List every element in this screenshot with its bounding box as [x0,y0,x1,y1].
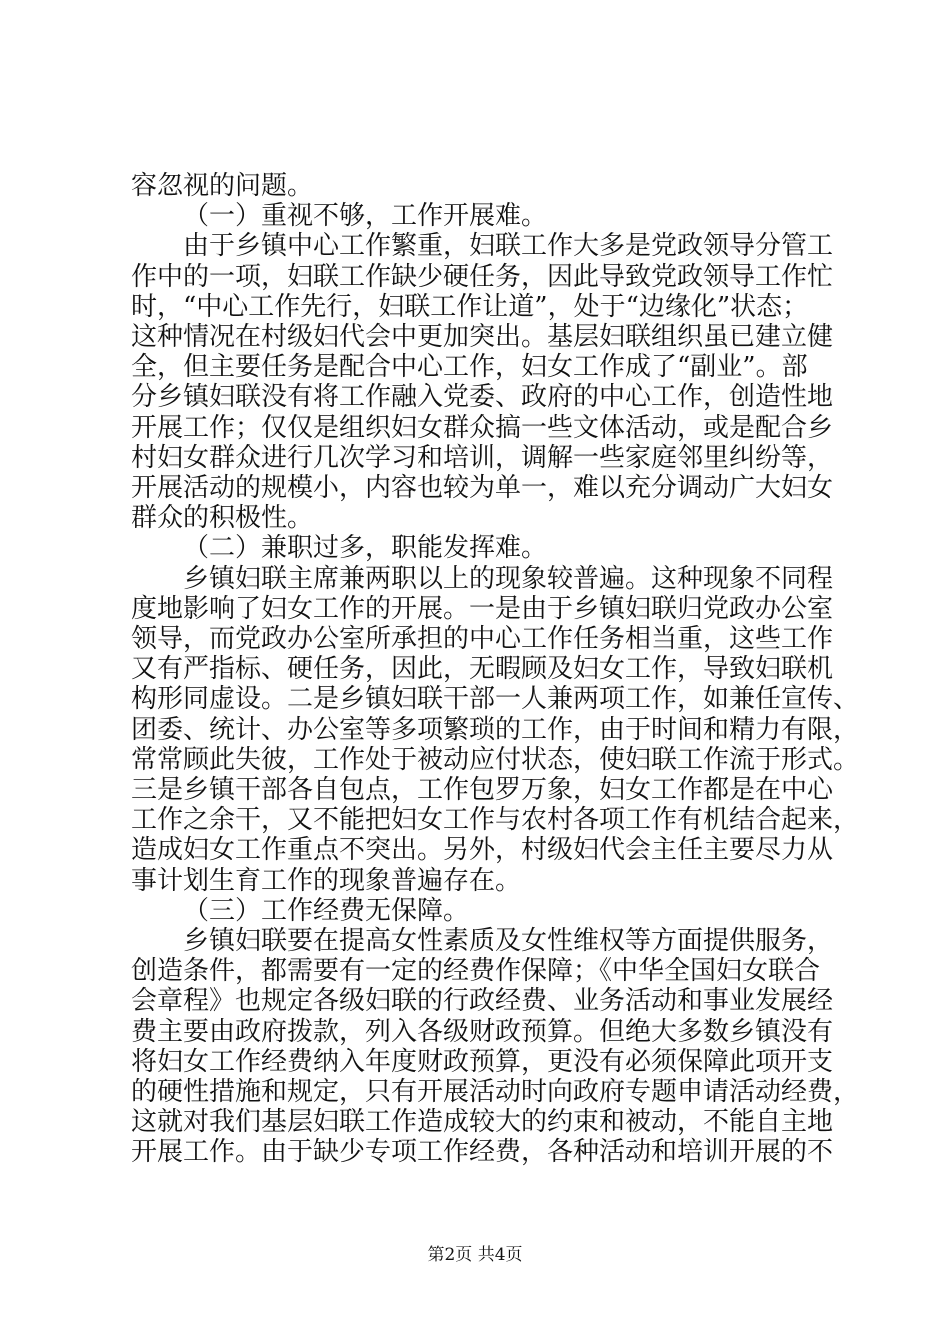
text-line: 会章程》也规定各级妇联的行政经费、业务活动和事业发展经 [131,986,834,1016]
text-line: 开展工作。由于缺少专项工作经费，各种活动和培训开展的不 [131,1137,834,1167]
section-heading-1: （一）重视不够，工作开展难。 [183,201,548,231]
section-heading-2: （二）兼职过多，职能发挥难。 [183,533,548,563]
text-line: 开展工作；仅仅是组织妇女群众搞一些文体活动，或是配合乡 [131,413,834,443]
text-line: 创造条件，都需要有一定的经费作保障；《中华全国妇女联合 [131,956,821,986]
text-line: 度地影响了妇女工作的开展。一是由于乡镇妇联归党政办公室 [131,594,834,624]
text-line: 常常顾此失彼，工作处于被动应付状态，使妇联工作流于形式。 [131,745,860,775]
text-line: 事计划生育工作的现象普遍存在。 [131,866,522,896]
text-line: 全，但主要任务是配合中心工作，妇女工作成了“副业”。部 [131,352,808,382]
text-line: 又有严指标、硬任务，因此，无暇顾及妇女工作，导致妇联机 [131,654,834,684]
text-line: 乡镇妇联要在提高女性素质及女性维权等方面提供服务， [183,926,834,956]
text-line: 群众的积极性。 [131,503,314,533]
text-line: 时，“中心工作先行，妇联工作让道”，处于“边缘化”状态； [131,292,809,322]
text-line: 乡镇妇联主席兼两职以上的现象较普遍。这种现象不同程 [183,564,834,594]
text-line: 由于乡镇中心工作繁重，妇联工作大多是党政领导分管工 [183,231,834,261]
text-line: 三是乡镇干部各自包点，工作包罗万象，妇女工作都是在中心 [131,775,834,805]
text-line: 费主要由政府拨款，列入各级财政预算。但绝大多数乡镇没有 [131,1017,834,1047]
section-heading-3: （三）工作经费无保障。 [183,896,470,926]
text-line: 将妇女工作经费纳入年度财政预算，更没有必须保障此项开支 [131,1047,834,1077]
text-line: 构形同虚设。二是乡镇妇联干部一人兼两项工作，如兼任宣传、 [131,684,860,714]
text-line: 领导，而党政办公室所承担的中心工作任务相当重，这些工作 [131,624,834,654]
text-line: 分乡镇妇联没有将工作融入党委、政府的中心工作，创造性地 [131,382,834,412]
page-number-footer: 第2页 共4页 [427,1245,523,1265]
text-line: 造成妇女工作重点不突出。另外，村级妇代会主任主要尽力从 [131,835,834,865]
text-line: 村妇女群众进行几次学习和培训，调解一些家庭邻里纠纷等， [131,443,834,473]
text-line: 的硬性措施和规定，只有开展活动时向政府专题申请活动经费， [131,1077,860,1107]
text-line: 团委、统计、办公室等多项繁琐的工作，由于时间和精力有限， [131,715,860,745]
text-line: 这就对我们基层妇联工作造成较大的约束和被动，不能自主地 [131,1107,834,1137]
text-line: 开展活动的规模小，内容也较为单一，难以充分调动广大妇女 [131,473,834,503]
text-line: 工作之余干，又不能把妇女工作与农村各项工作有机结合起来， [131,805,860,835]
text-line: 容忽视的问题。 [131,171,314,201]
text-line: 这种情况在村级妇代会中更加突出。基层妇联组织虽已建立健 [131,322,834,352]
text-line: 作中的一项，妇联工作缺少硬任务，因此导致党政领导工作忙 [131,262,834,292]
